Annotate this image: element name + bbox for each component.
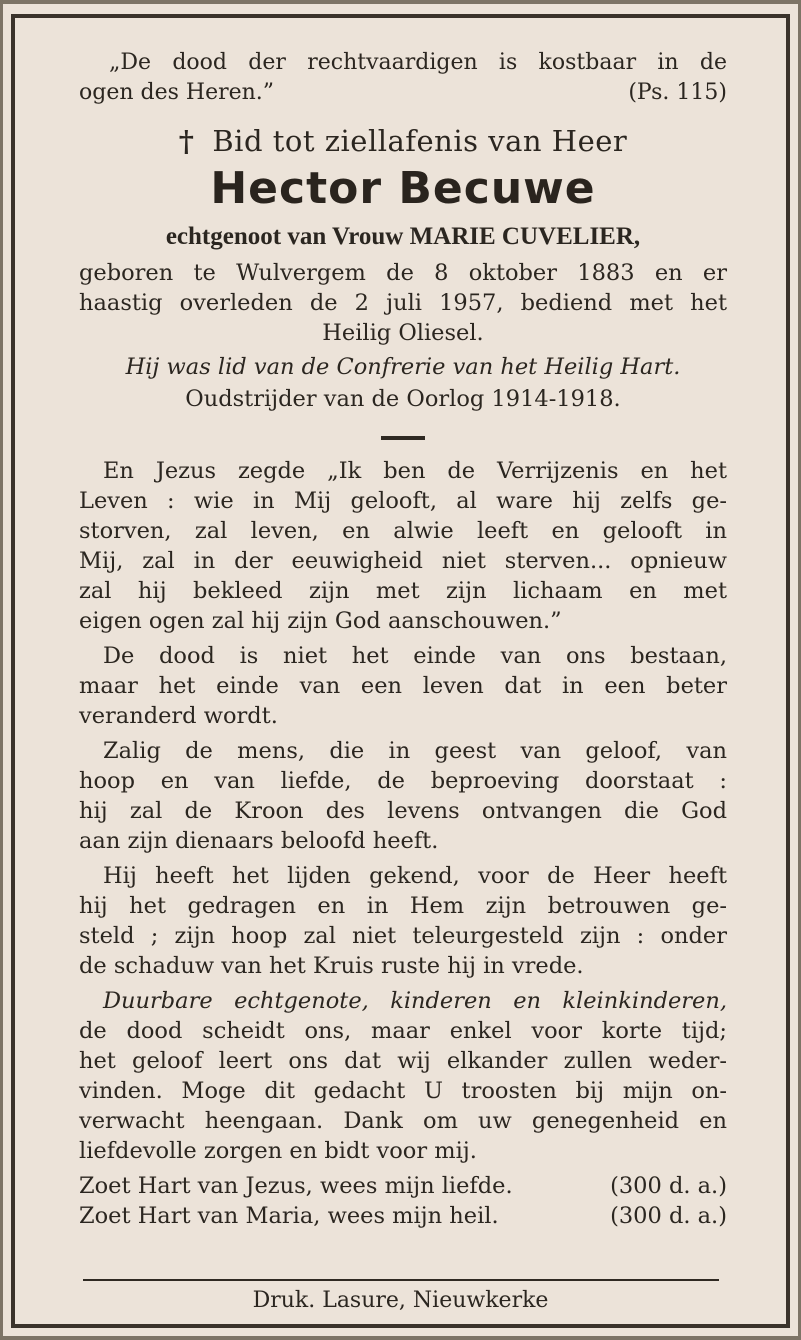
farewell-line: vinden. Moge dit gedacht U troosten bij mijn on- (79, 1078, 727, 1104)
paragraph-4 (79, 861, 727, 981)
farewell-line: de dood scheidt ons, maar enkel voor korte tijd; (79, 1018, 727, 1044)
footer-divider (83, 1279, 719, 1281)
veteran-line: Oudstrijder van de Oorlog 1914-1918. (185, 386, 621, 412)
card-content (79, 48, 727, 1231)
para1-line: En Jezus zegde „Ik ben de Verrijzenis en het (103, 458, 727, 484)
invocation-row (79, 1201, 727, 1231)
body-text (79, 456, 727, 1231)
paragraph-2 (79, 641, 727, 731)
para4-line: Hij heeft het lijden gekend, voor de Heer heeft (103, 863, 727, 889)
paragraph-1 (79, 456, 727, 636)
spouse-line: echtgenoot van Vrouw MARIE CUVELIER, (165, 223, 641, 250)
invocation-text: Zoet Hart van Jezus, wees mijn liefde. (79, 1173, 513, 1199)
invocation-indulgence: (300 d. a.) (610, 1173, 727, 1199)
para4-line: hij het gedragen en in Hem zijn betrouwen ge- (79, 893, 727, 919)
bio-line-3: Heilig Oliesel. (322, 320, 484, 346)
para1-line: Leven : wie in Mij gelooft, al ware hij zelfs ge- (79, 488, 727, 514)
deceased-name: Hector Becuwe (210, 163, 596, 214)
para3-line: hoop en van liefde, de beproeving doorstaat : (79, 768, 727, 794)
invocation-indulgence: (300 d. a.) (610, 1203, 727, 1229)
para1-line: eigen ogen zal hij zijn God aanschouwen.” (79, 608, 562, 634)
para3-line: aan zijn dienaars beloofd heeft. (79, 828, 439, 854)
paragraph-3 (79, 736, 727, 856)
quote-text-end: ogen des Heren.” (79, 80, 275, 105)
farewell-line: het geloof leert ons dat wij elkander zullen weder- (79, 1048, 727, 1074)
cross-icon: † (178, 124, 195, 158)
farewell-line: liefdevolle zorgen en bidt voor mij. (79, 1138, 477, 1164)
bio-line-2: haastig overleden de 2 juli 1957, bediend met het (79, 290, 727, 316)
invocations (79, 1171, 727, 1231)
farewell-address: Duurbare echtgenote, kinderen en kleinkinderen, (103, 988, 727, 1014)
quote-line-1: „De dood der rechtvaardigen is kostbaar in de (109, 50, 727, 75)
divider (381, 436, 425, 440)
farewell-line: verwacht heengaan. Dank om uw genegenheid en (79, 1108, 727, 1134)
invocation-row (79, 1171, 727, 1201)
paragraph-farewell (79, 986, 727, 1166)
para1-line: zal hij bekleed zijn met zijn lichaam en met (79, 578, 727, 604)
prayer-intro-text: Bid tot ziellafenis van Heer (212, 124, 628, 158)
bio-line-1: geboren te Wulvergem de 8 oktober 1883 en er (79, 260, 727, 286)
para1-line: Mij, zal in der eeuwigheid niet sterven... opnieuw (79, 548, 727, 574)
para2-line: veranderd wordt. (79, 703, 278, 729)
para3-line: Zalig de mens, die in geest van geloof, van (103, 738, 727, 764)
printer-credit: Druk. Lasure, Nieuwkerke (252, 1288, 549, 1313)
para1-line: storven, zal leven, en alwie leeft en gelooft in (79, 518, 727, 544)
prayer-intro (79, 126, 727, 156)
memorial-card (3, 4, 798, 1336)
invocation-text: Zoet Hart van Maria, wees mijn heil. (79, 1203, 499, 1229)
para2-line: De dood is niet het einde van ons bestaan, (103, 643, 727, 669)
confrerie-line: Hij was lid van de Confrerie van het Heilig Hart. (125, 354, 681, 380)
quote-line-2 (79, 78, 727, 108)
para4-line: de schaduw van het Kruis ruste hij in vrede. (79, 953, 584, 979)
para4-line: steld ; zijn hoop zal niet teleurgesteld zijn : onder (79, 923, 727, 949)
para2-line: maar het einde van een leven dat in een beter (79, 673, 727, 699)
para3-line: hij zal de Kroon des levens ontvangen die God (79, 798, 727, 824)
biography (79, 258, 727, 348)
quote-reference: (Ps. 115) (628, 80, 727, 105)
